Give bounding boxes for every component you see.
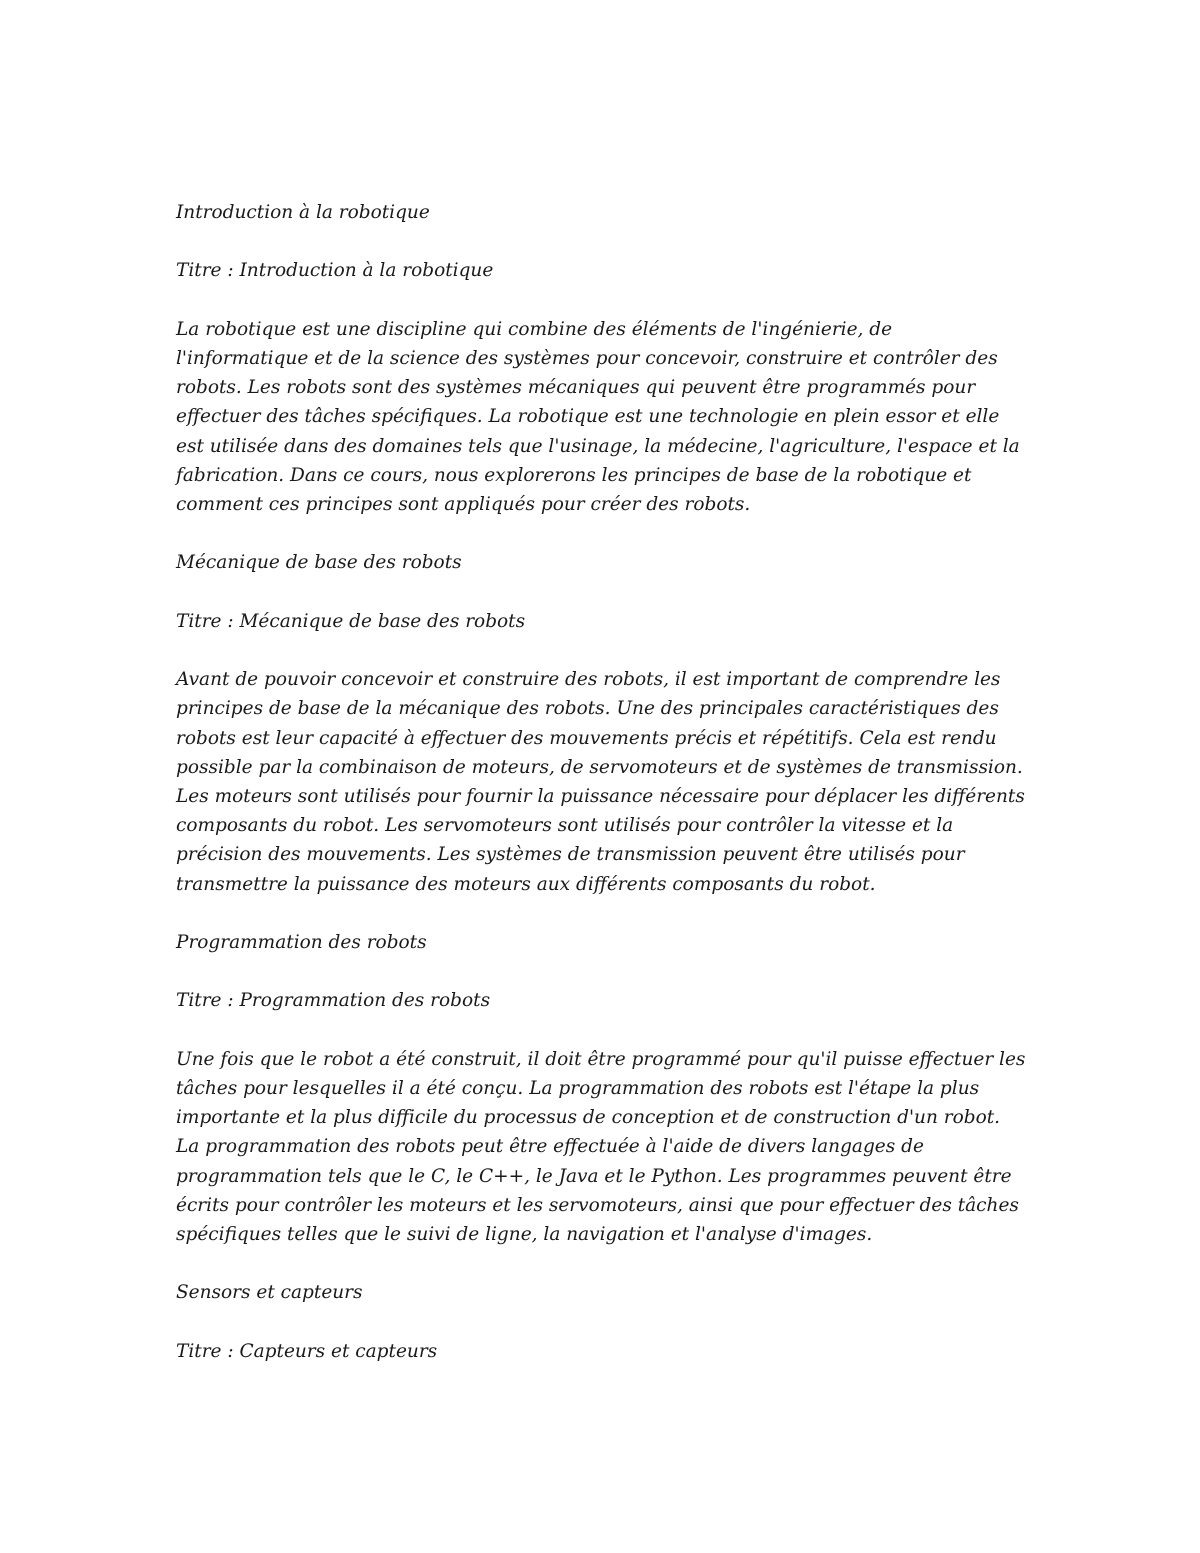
section-title-programmation: Titre : Programmation des robots bbox=[176, 990, 491, 1012]
section-title-capteurs: Titre : Capteurs et capteurs bbox=[176, 1340, 438, 1362]
section-title-mecanique: Titre : Mécanique de base des robots bbox=[176, 610, 526, 632]
section-heading-capteurs: Sensors et capteurs bbox=[176, 1282, 363, 1304]
section-heading-programmation: Programmation des robots bbox=[176, 931, 427, 953]
section-body-programmation: Une fois que le robot a été construit, il doit être programmé pour qu'il puisse effectuer les tâches pour lesquelles il a été conçu. La programmation des robots est l'étape la plus importante et la plus difficile du processus de conception et de construction d'un robot. La programmation des robots peut être effectuée à l'aide de divers langages de programmation tels que le C, le C++, le Java et le Python. Les programmes peuvent être écrits pour contrôler les moteurs et les servomoteurs, ainsi que pour effectuer des tâches spécifiques telles que le suivi de ligne, la navigation et l'analyse d'images. bbox=[176, 1048, 1026, 1245]
section-body-introduction: La robotique est une discipline qui combine des éléments de l'ingénierie, de l'informatique et de la science des systèmes pour concevoir, construire et contrôler des robots. Les robots sont des systèmes mécaniques qui peuvent être programmés pour effectuer des tâches spécifiques. La robotique est une technologie en plein essor et elle est utilisée dans des domaines tels que l'usinage, la médecine, l'agriculture, l'espace et la fabrication. Dans ce cours, nous explorerons les principes de base de la robotique et comment ces principes sont appliqués pour créer des robots. bbox=[176, 318, 1020, 515]
section-heading-mecanique: Mécanique de base des robots bbox=[176, 552, 462, 574]
section-body-mecanique: Avant de pouvoir concevoir et construire des robots, il est important de comprendre les principes de base de la mécanique des robots. Une des principales caractéristiques des robots est leur capacité à effectuer des mouvements précis et répétitifs. Cela est rendu possible par la combinaison de moteurs, de servomoteurs et de systèmes de transmission. Les moteurs sont utilisés pour fournir la puissance nécessaire pour déplacer les différents composants du robot. Les servomoteurs sont utilisés pour contrôler la vitesse et la précision des mouvements. Les systèmes de transmission peuvent être utilisés pour transmettre la puissance des moteurs aux différents composants du robot. bbox=[176, 669, 1025, 895]
document-content bbox=[176, 198, 1026, 1395]
section-heading-introduction: Introduction à la robotique bbox=[176, 202, 430, 223]
section-title-introduction: Titre : Introduction à la robotique bbox=[176, 260, 494, 282]
